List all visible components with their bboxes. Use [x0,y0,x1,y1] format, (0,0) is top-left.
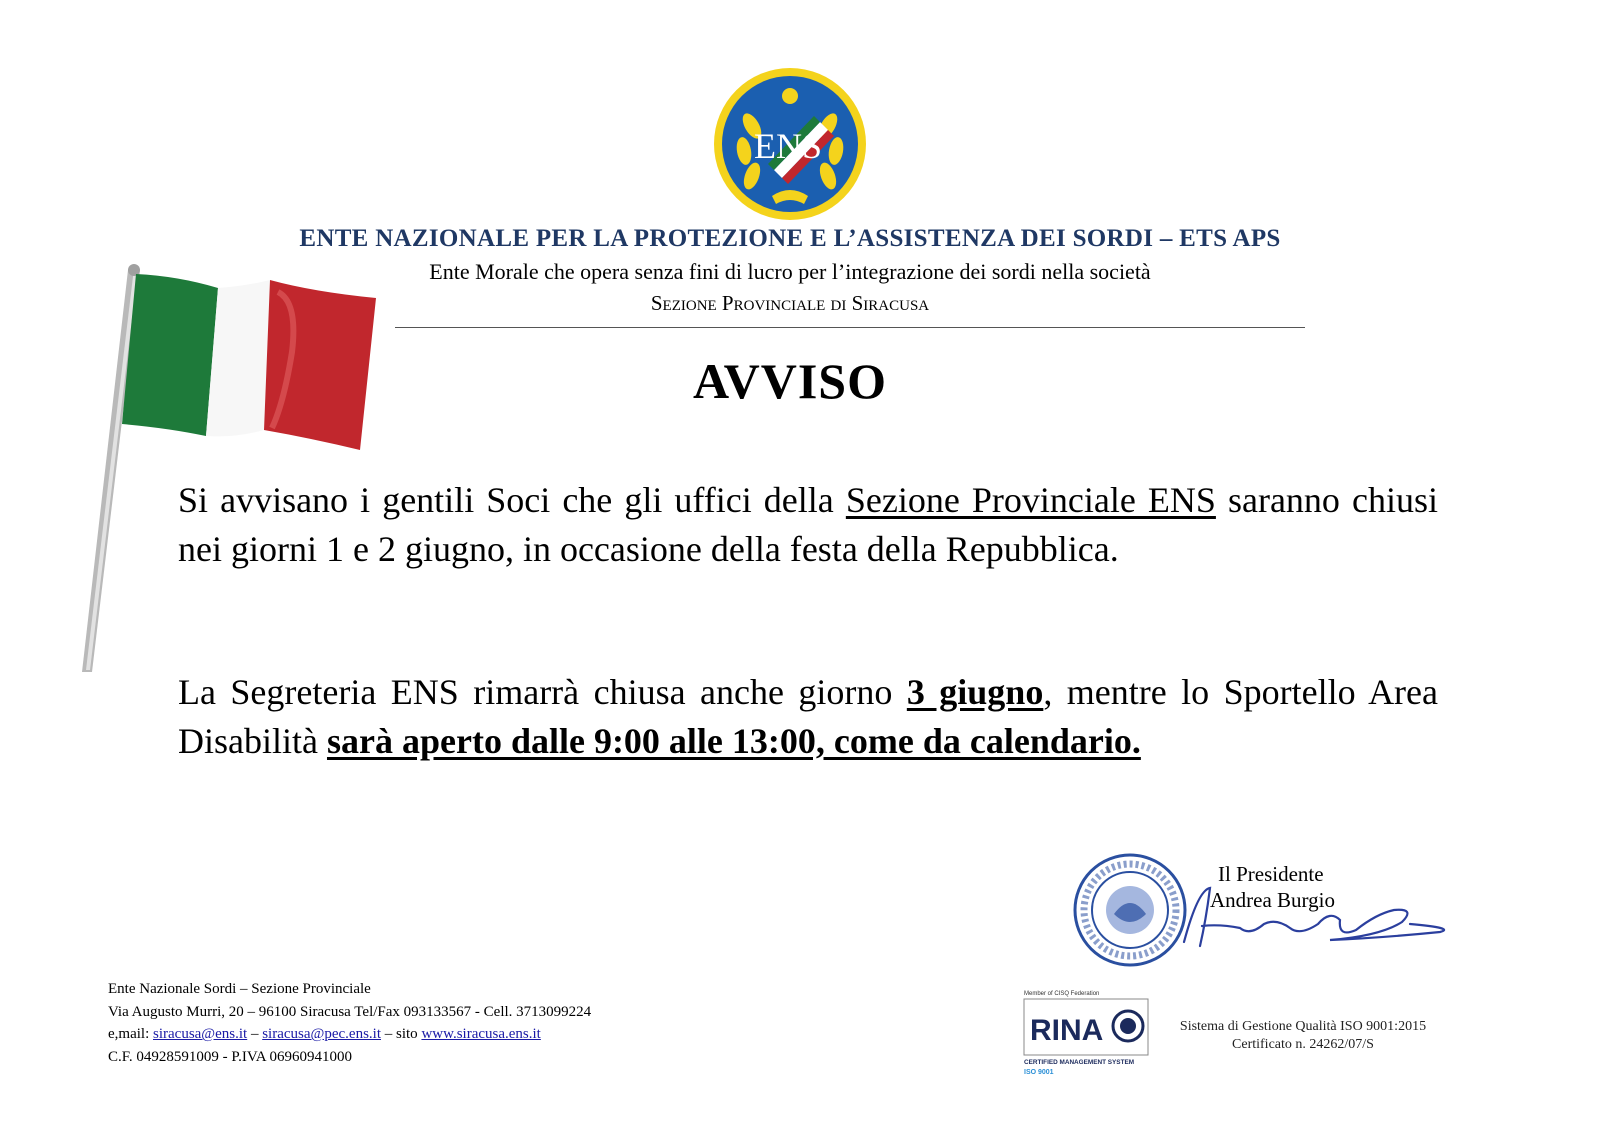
notice-title: AVVISO [692,353,888,409]
org-subtitle: Ente Morale che opera senza fini di lucro per l’integrazione dei sordi nella società [429,259,1151,284]
notice-paragraph-2 [178,668,1438,766]
quality-certification [1168,1018,1438,1054]
email-label: e,mail: [108,1026,153,1042]
cert-number: Certificato n. 24262/07/S [1232,1037,1374,1052]
footer-org: Ente Nazionale Sordi – Sezione Provinciale [108,981,371,997]
p2-text-a: La Segreteria ENS rimarrà chiusa anche giorno [178,672,907,712]
notice-paragraph-1 [178,476,1438,574]
email-link[interactable]: siracusa@ens.it [153,1026,248,1042]
footer-tax-ids: C.F. 04928591009 - P.IVA 06960941000 [108,1048,352,1065]
section-name-underlined: Sezione Provinciale ENS [845,480,1216,520]
org-section: Sezione Provinciale di Siracusa [650,291,930,315]
closing-date: 3 giugno [906,672,1044,712]
footer-contacts [108,978,591,1068]
svg-text:Member of CISQ Federation: Member of CISQ Federation [1024,991,1100,997]
signature-name: Andrea Burgio [1210,888,1336,912]
p2-text-b: , mentre lo Sportello Area Disabilità [178,672,1439,761]
p1-text-a: Si avvisano i gentili Soci che gli uffici della [178,480,846,520]
svg-text:CERTIFIED MANAGEMENT SYSTEM: CERTIFIED MANAGEMENT SYSTEM [1024,1059,1135,1066]
header-divider [395,327,1305,328]
p1-text-b: saranno chiusi nei giorni 1 e 2 giugno, in occasione della festa della Repubblica. [178,480,1438,569]
ens-logo-text: ENS [753,126,823,166]
org-title: ENTE NAZIONALE PER LA PROTEZIONE E L’ASSISTENZA DEI SORDI – ETS APS [299,225,1281,252]
section-seal-stamp [1072,852,1188,968]
separator: – [247,1026,263,1042]
rina-certification-badge [1022,988,1152,1078]
cert-system: Sistema di Gestione Qualità ISO 9001:2015 [1179,1019,1427,1034]
signature-role: Il Presidente [1218,862,1324,886]
website-link[interactable]: www.siracusa.ens.it [421,1026,541,1042]
ens-logo [712,66,868,222]
footer-address: Via Augusto Murri, 20 – 96100 Siracusa Tel/Fax 093133567 - Cell. 3713099224 [108,1003,592,1020]
site-label: – sito [381,1026,422,1042]
svg-text:RINA: RINA [1030,1014,1104,1047]
footer-email-line [108,1023,591,1046]
opening-hours: sarà aperto dalle 9:00 alle 13:00, come da calendario. [326,721,1141,761]
pec-email-link[interactable]: siracusa@pec.ens.it [262,1026,381,1042]
svg-text:ISO 9001: ISO 9001 [1024,1069,1054,1076]
